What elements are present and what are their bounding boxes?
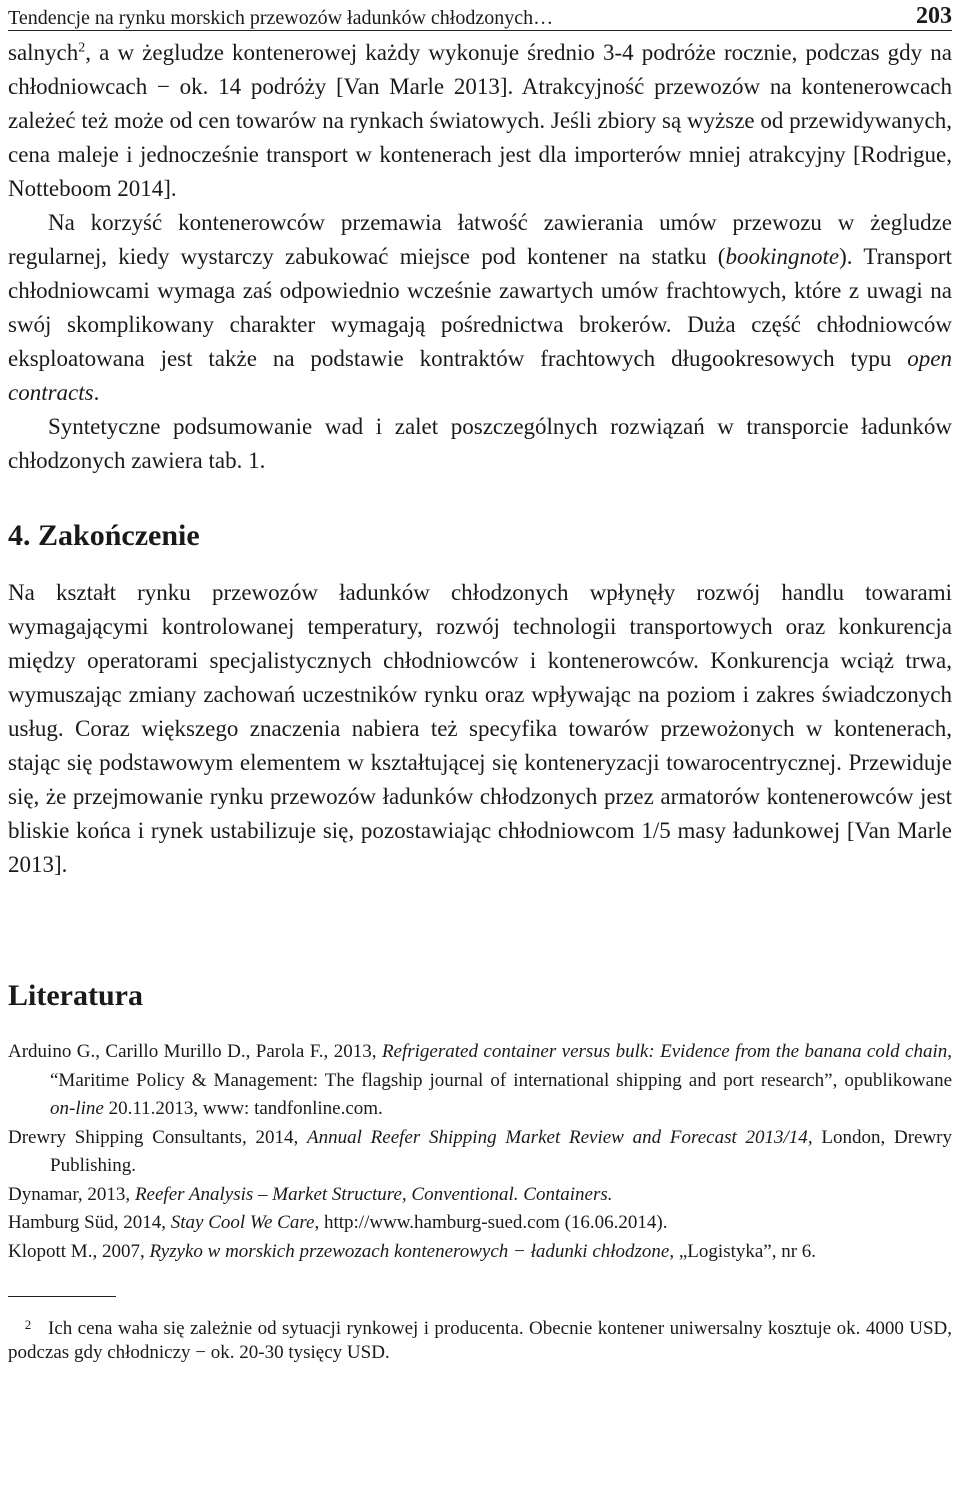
italic-term: bookingnote <box>725 244 840 269</box>
reference-title: Annual Reefer Shipping Market Review and Forecast 2013/14 <box>307 1126 808 1148</box>
running-header <box>8 4 952 31</box>
reference-text: , “Maritime Policy & Management: The flagship journal of international shipping and port research”, opublikowane <box>50 1041 952 1091</box>
reference-entry <box>8 1038 952 1124</box>
footnote-text: Ich cena waha się zależnie od sytuacji rynkowej i producenta. Obecnie kontener uniwersalny kosztuje ok. 4000 USD, podczas gdy chłodniczy − ok. 20-30 tysięcy USD. <box>8 1318 952 1363</box>
footnote-mark: 2 <box>24 1317 32 1332</box>
reference-text: 20.11.2013, www: tandfonline.com. <box>103 1098 383 1119</box>
reference-title: Reefer Analysis – Market Structure, Conventional. Containers. <box>134 1183 613 1205</box>
conclusion-paragraph: Na kształt rynku przewozów ładunków chłodzonych wpłynęły rozwój handlu towarami wymagającymi kontrolowanej temperatury, rozwój technologii transportowych oraz konkurencja między operatorami specjalistycznych chłodniowców i kontenerowców. Konkurencja wciąż trwa, wymuszając zmiany zachowań uczestników rynku oraz wpływając na poziom i zakres świadczonych usług. Coraz większego znaczenia nabiera też specyfika towarów przewożonych w kontenerach, stając się podstawowym elementem w kształtującej się konteneryzacji towarocentrycznej. Przewiduje się, że przejmowanie rynku przewozów ładunków chłodzonych przez armatorów kontenerowców jest bliskie końca i rynek ustabilizuje się, pozostawiając chłodniowcom 1/5 masy ładunkowej [Van Marle 2013]. <box>8 580 952 877</box>
reference-text: Klopott M., 2007, <box>8 1240 150 1262</box>
reference-text: Drewry Shipping Consultants, 2014, <box>8 1126 307 1148</box>
reference-text: , http://www.hamburg-sued.com (16.06.2014). <box>314 1212 668 1233</box>
literature-heading: Literatura <box>8 979 143 1012</box>
reference-title: on-line <box>50 1098 104 1119</box>
paragraph-3: Syntetyczne podsumowanie wad i zalet poszczególnych rozwiązań w transporcie ładunków chłodzonych zawiera tab. 1. <box>8 414 952 473</box>
footnote-rule <box>8 1296 116 1297</box>
text-run: , a w żegludze kontenerowej każdy wykonuje średnio 3-4 podróże rocznie, podczas gdy na chłodniowcach − ok. 14 podróży [Van Marle 2013]. Atrakcyjność przewozów na kontenerowcach zależeć też może od cen towarów na rynkach światowych. Jeśli zbiory są wyższe od przewidywanych, cena maleje i jednocześnie transport w kontenerach jest dla importerów mniej atrakcyjny [Rodrigue, Notteboom 2014]. <box>8 40 952 201</box>
reference-text: , London, Drewry Publishing. <box>50 1126 953 1176</box>
reference-title: Stay Cool We Care <box>170 1212 315 1233</box>
reference-entry <box>8 1181 952 1210</box>
page-body <box>8 36 952 1365</box>
reference-text: Hamburg Süd, 2014, <box>8 1212 171 1233</box>
text-run: ). Transport chłodniowcami wymaga zaś odpowiednio wcześnie zawartych umów frachtowych, które z uwagi na swój skomplikowany charakter wymagają pośrednictwa brokerów. Duża część chłodniowców eksploatowana jest także na podstawie kontraktów frachtowych długookresowych typu <box>8 244 952 371</box>
footnote <box>8 1313 952 1365</box>
reference-entry <box>8 1209 952 1238</box>
reference-entry <box>8 1124 952 1181</box>
text-run: Na korzyść kontenerowców przemawia łatwość zawierania umów przewozu w żegludze regularnej, kiedy wystarczy zabukować miejsce pod kontener na statku ( <box>8 210 952 269</box>
footnote-ref: 2 <box>78 40 86 56</box>
italic-term: open contracts <box>8 346 952 405</box>
reference-text: Arduino G., Carillo Murillo D., Parola F., 2013, <box>8 1041 382 1062</box>
reference-list <box>8 1038 952 1266</box>
paragraph-1 <box>8 36 952 206</box>
text-run: salnych <box>8 40 79 65</box>
paragraph-2 <box>8 206 952 410</box>
section-heading: 4. Zakończenie <box>8 519 200 552</box>
reference-text: , „Logistyka”, nr 6. <box>669 1240 817 1262</box>
running-title: Tendencje na rynku morskich przewozów ładunków chłodzonych… <box>8 7 554 29</box>
page-number: 203 <box>916 3 952 29</box>
reference-entry <box>8 1238 952 1267</box>
reference-title: Ryzyko w morskich przewozach kontenerowych − ładunki chłodzone <box>149 1240 670 1262</box>
reference-title: Refrigerated container versus bulk: Evidence from the banana cold chain <box>381 1041 948 1062</box>
text-run: . <box>93 380 100 405</box>
reference-text: Dynamar, 2013, <box>8 1183 135 1205</box>
